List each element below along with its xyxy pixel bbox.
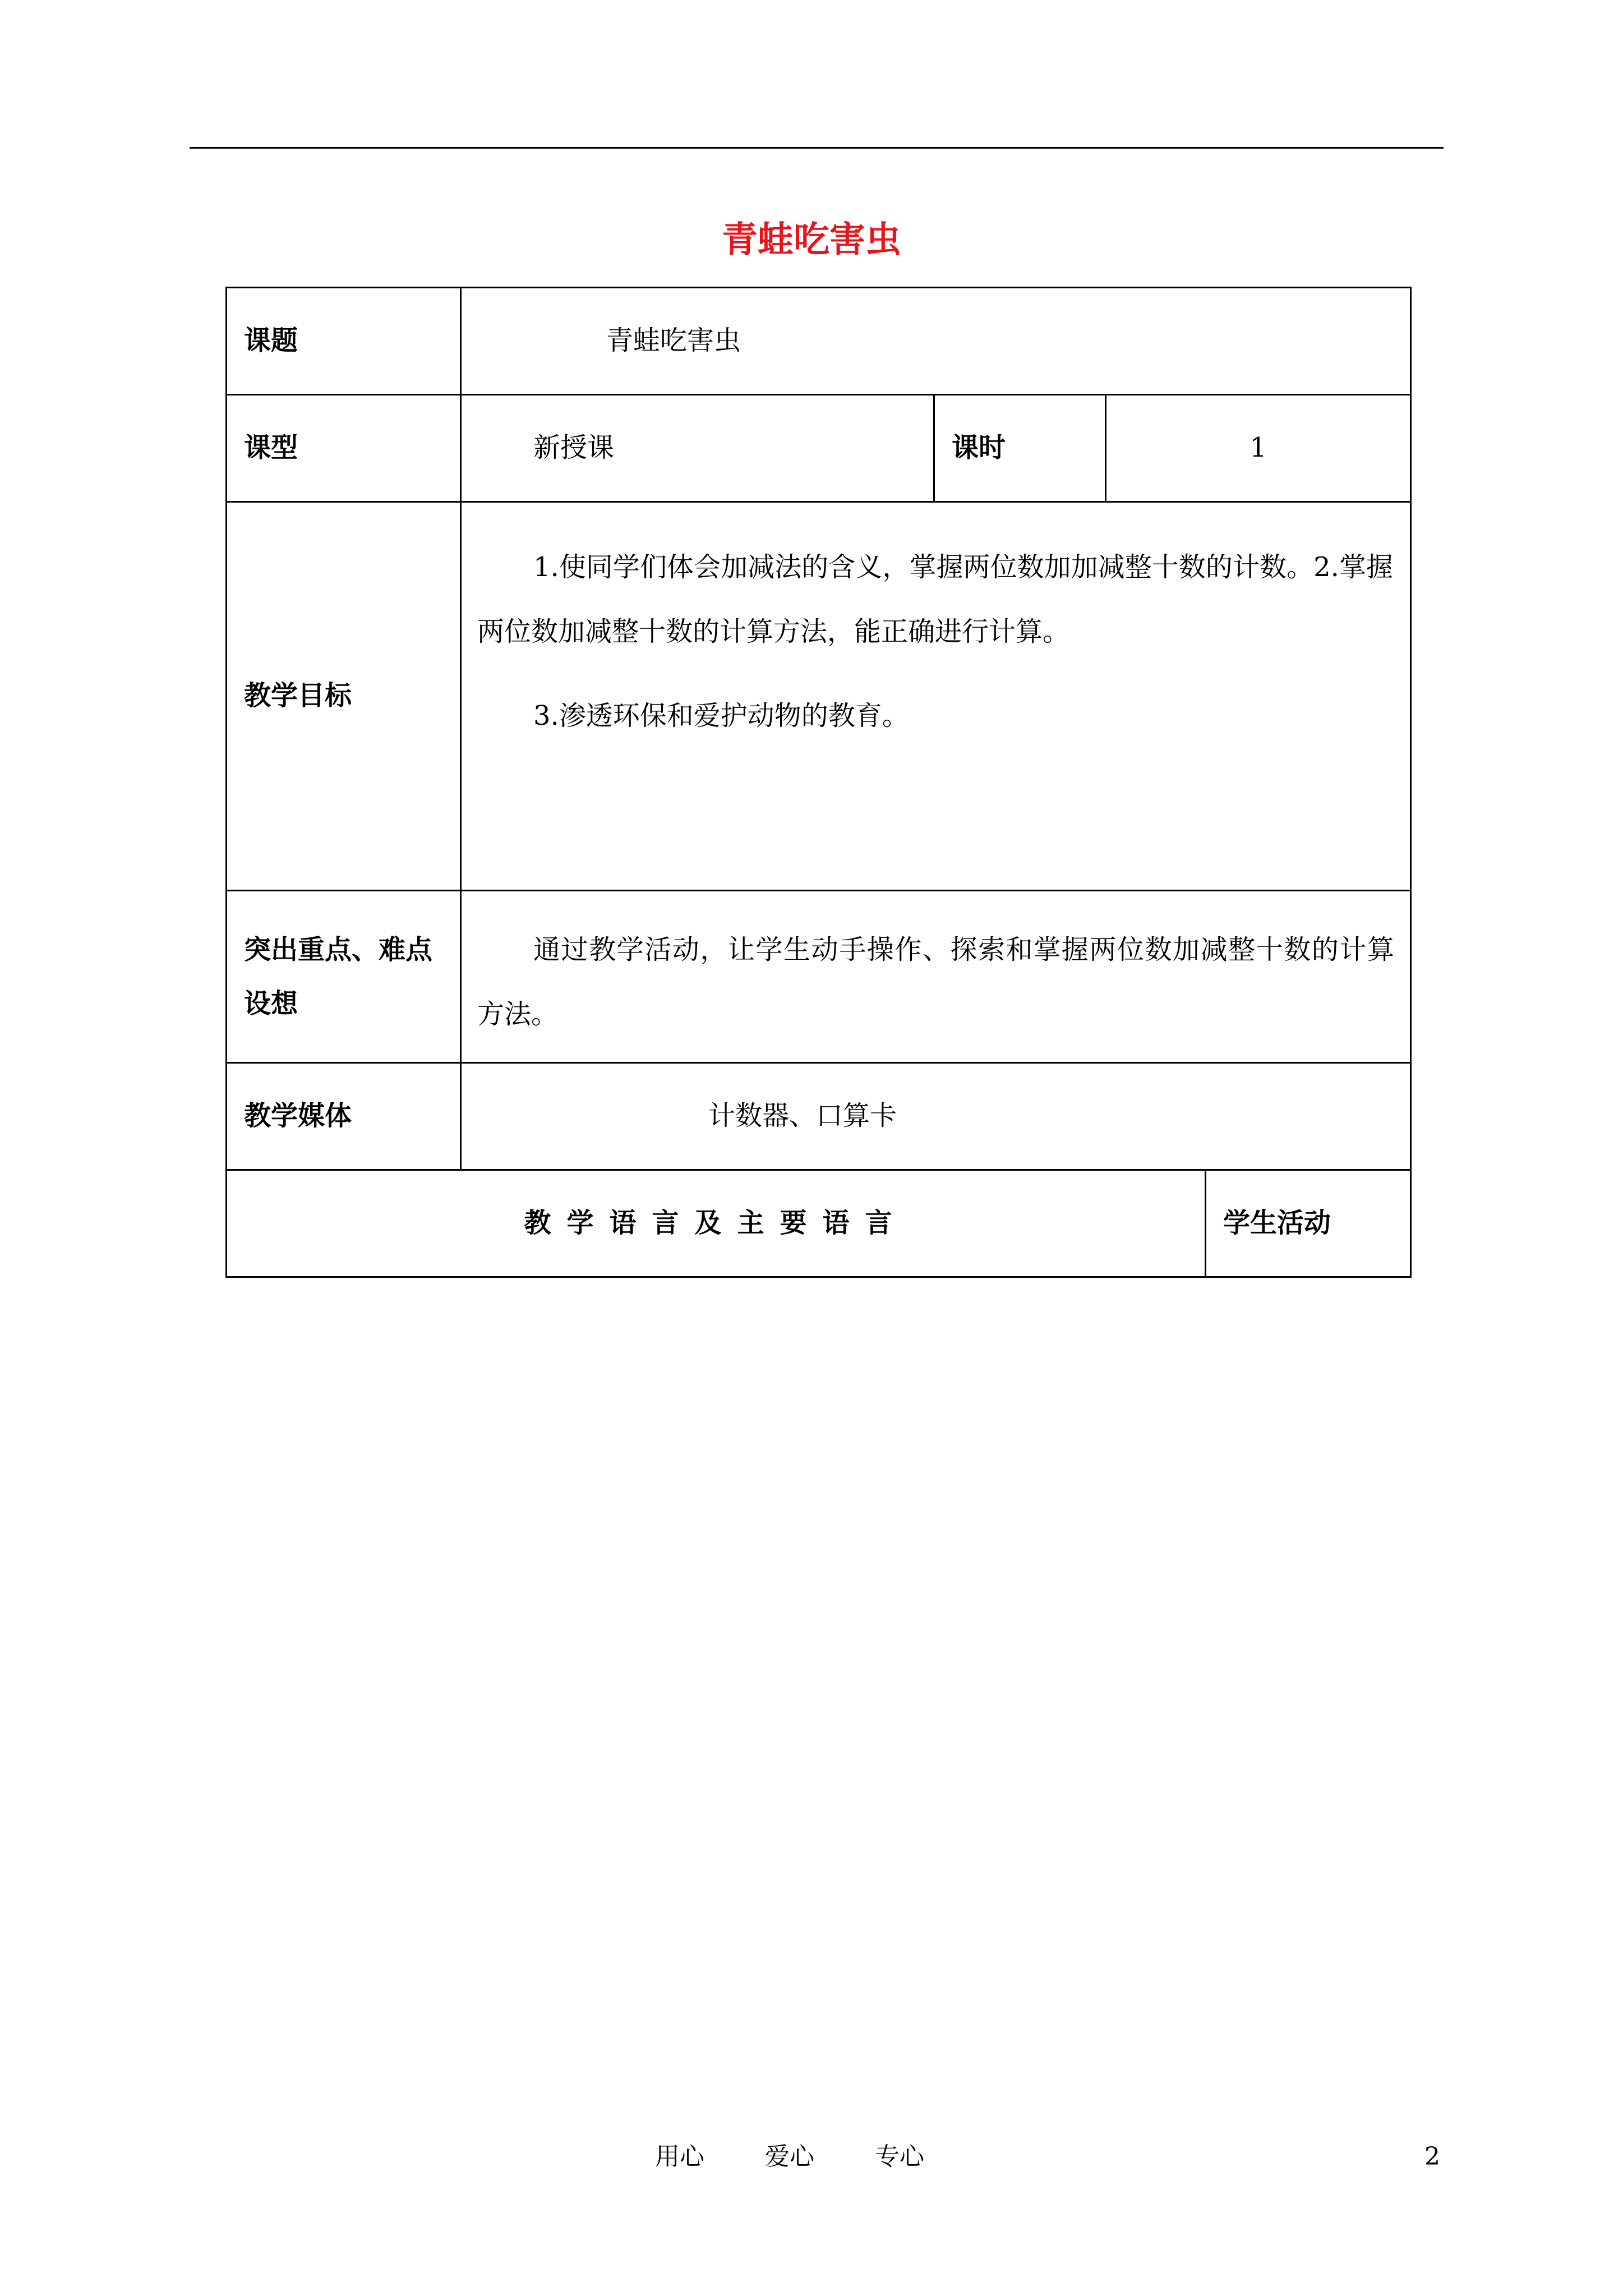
table-row-type — [227, 395, 1411, 502]
periods-value: 1 — [1106, 395, 1411, 502]
table-row-key-points — [227, 891, 1411, 1063]
type-value: 新授课 — [461, 395, 934, 502]
page-title: 青蛙吃害虫 — [722, 219, 901, 261]
periods-label: 课时 — [934, 395, 1106, 502]
table-row-header — [227, 1170, 1411, 1277]
goal-item: 1.使同学们体会加减法的含义，掌握两位数加加减整十数的计数。2.掌握两位数加减整十数的计算方法，能正确进行计算。 — [477, 551, 1394, 647]
teaching-language-header: 教学语言及主要语言 — [227, 1170, 1206, 1277]
goals-value — [461, 502, 1411, 891]
media-value: 计数器、口算卡 — [461, 1063, 1411, 1170]
footer-motto-item: 爱心 — [765, 2142, 814, 2171]
page-number: 2 — [1424, 2142, 1440, 2171]
lesson-plan-table — [225, 287, 1412, 1278]
table-row-goals — [227, 502, 1411, 891]
key-points-value — [461, 891, 1411, 1063]
goals-label: 教学目标 — [227, 502, 461, 891]
goal-item: 3.渗透环保和爱护动物的教育。 — [533, 700, 909, 731]
footer-motto-item: 用心 — [655, 2142, 704, 2171]
key-points-label-line: 设想 — [244, 988, 298, 1019]
key-points-label — [227, 891, 461, 1063]
media-label: 教学媒体 — [227, 1063, 461, 1170]
topic-label: 课题 — [227, 288, 461, 395]
key-points-label-line: 突出重点、难点 — [244, 934, 433, 965]
student-activity-header: 学生活动 — [1206, 1170, 1411, 1277]
topic-value: 青蛙吃害虫 — [461, 288, 1411, 395]
header-rule — [190, 147, 1444, 149]
footer-motto — [655, 2140, 924, 2174]
table-row-topic — [227, 288, 1411, 395]
type-label: 课型 — [227, 395, 461, 502]
table-row-media — [227, 1063, 1411, 1170]
key-points-text: 通过教学活动，让学生动手操作、探索和掌握两位数加减整十数的计算方法。 — [477, 934, 1395, 1030]
footer-motto-item: 专心 — [875, 2142, 924, 2171]
